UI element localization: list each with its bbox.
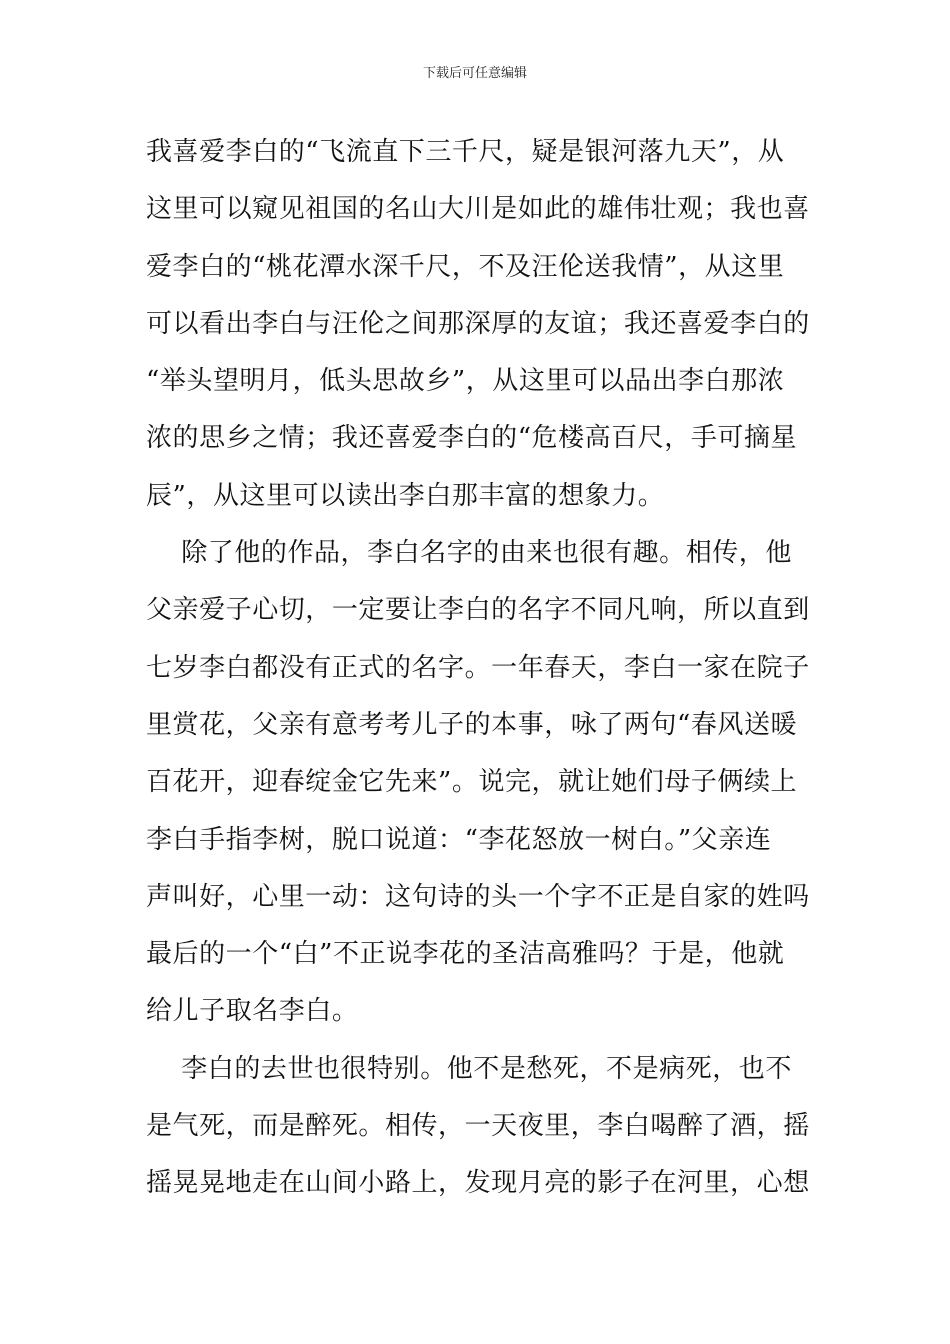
text-line: 浓的思乡之情；我还喜爱李白的“危楼高百尺，手可摘星 xyxy=(146,423,798,454)
text-line: 除了他的作品，李白名字的由来也很有趣。相传，他 xyxy=(146,538,792,569)
text-line: 李白手指李树，脱口说道：“李花怒放一树白。”父亲连 xyxy=(146,824,772,855)
text-line: 爱李白的“桃花潭水深千尺，不及汪伦送我情”，从这里 xyxy=(146,251,785,282)
document-body xyxy=(146,124,810,1213)
text-line: 可以看出李白与汪伦之间那深厚的友谊；我还喜爱李白的 xyxy=(146,308,810,339)
text-line: 最后的一个“白”不正说李花的圣洁高雅吗？于是，他就 xyxy=(146,939,785,970)
text-line: 是气死，而是醉死。相传，一天夜里，李白喝醉了酒，摇 xyxy=(146,1111,810,1142)
text-line: 七岁李白都没有正式的名字。一年春天，李白一家在院子 xyxy=(146,652,810,683)
text-line: 声叫好，心里一动：这句诗的头一个字不正是自家的姓吗 xyxy=(146,881,810,912)
text-line: 辰”，从这里可以读出李白那丰富的想象力。 xyxy=(146,480,665,511)
text-line: 百花开，迎春绽金它先来”。说完，就让她们母子俩续上 xyxy=(146,767,798,798)
text-line: 这里可以窥见祖国的名山大川是如此的雄伟壮观；我也喜 xyxy=(146,194,810,225)
page-header: 下载后可任意编辑 xyxy=(422,66,527,81)
text-line: 我喜爱李白的“飞流直下三千尺，疑是银河落九天”，从 xyxy=(146,137,785,167)
text-line: 父亲爱子心切，一定要让李白的名字不同凡响，所以直到 xyxy=(146,595,810,626)
text-line: 李白的去世也很特别。他不是愁死，不是病死，也不 xyxy=(146,1053,792,1084)
text-line: 里赏花，父亲有意考考儿子的本事，咏了两句“春风送暖 xyxy=(146,709,798,740)
text-line: “举头望明月，低头思故乡”，从这里可以品出李白那浓 xyxy=(146,366,785,397)
text-line: 给儿子取名李白。 xyxy=(146,996,359,1027)
text-line: 摇晃晃地走在山间小路上，发现月亮的影子在河里，心想 xyxy=(146,1168,810,1199)
